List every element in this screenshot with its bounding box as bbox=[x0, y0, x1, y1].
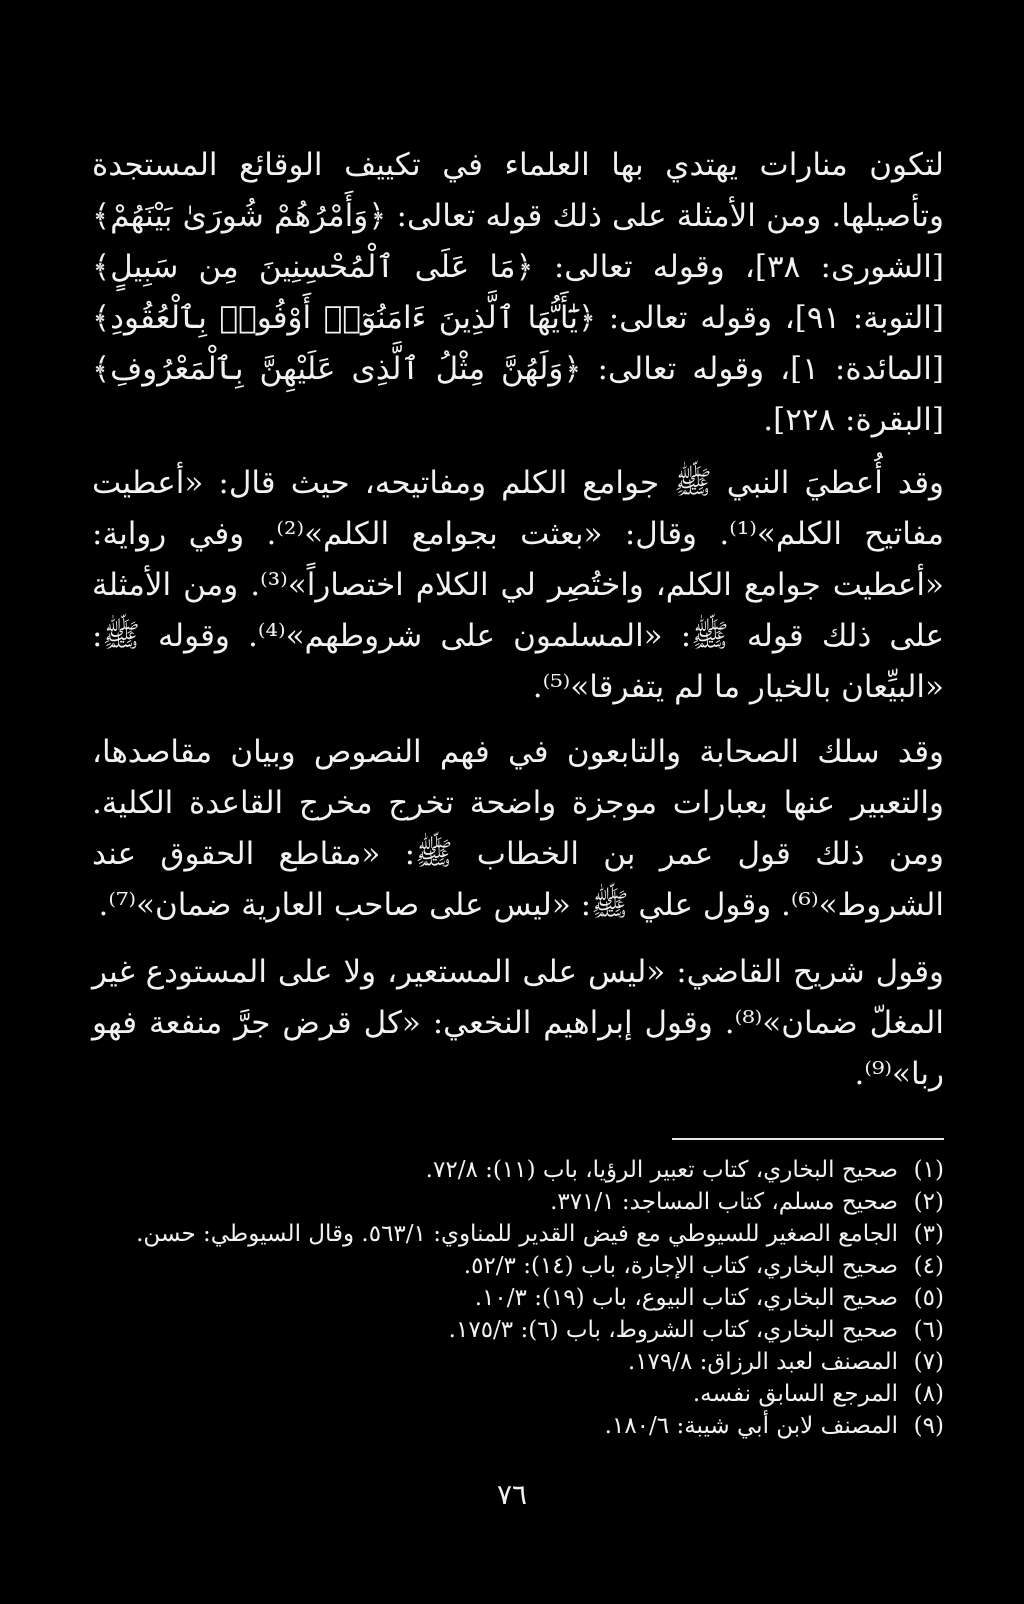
footnote-item bbox=[92, 1186, 944, 1218]
text-line: المغلّ ضمان»⁽⁸⁾. وقول إبراهيم النخعي: «كل قرض جرَّ منفعة فهو bbox=[92, 1005, 944, 1041]
footnote-text: المصنف لعبد الرزاق: ١٧٩/٨. bbox=[627, 1349, 898, 1375]
footnote-text: صحيح البخاري، كتاب البيوع، باب (١٩): ١٠/٣. bbox=[474, 1285, 898, 1311]
footnote-number: (٣) bbox=[913, 1221, 944, 1247]
footnote-text: المرجع السابق نفسه. bbox=[692, 1381, 898, 1407]
page-body bbox=[92, 140, 944, 1458]
footnote-item bbox=[92, 1250, 944, 1282]
footnote-number: (٧) bbox=[913, 1349, 944, 1375]
text-line: ٱلَّذِى عَلَيْهِنَّ بِٱلْمَعْرُوفِ﴾ [البقرة: ٢٢٨]. bbox=[92, 351, 944, 438]
footnote-item bbox=[92, 1346, 944, 1378]
footnotes-list bbox=[92, 1154, 944, 1442]
footnote-item bbox=[92, 1378, 944, 1410]
text-line: وقد سلك الصحابة والتابعون في فهم النصوص وبيان مقاصدها، bbox=[92, 734, 944, 770]
footnote-text: المصنف لابن أبي شيبة: ١٨٠/٦. bbox=[604, 1413, 898, 1439]
footnote-text: صحيح البخاري، كتاب الإجارة، باب (١٤): ٥٢/٣. bbox=[463, 1253, 898, 1279]
footnote-number: (١) bbox=[913, 1157, 944, 1183]
text-line: ومن الأمثلة على ذلك قوله تعالى: ﴿وَأَمْرُهُمْ شُورَىٰ بَيْنَهُمْ﴾ [الشورى: ٣٨]، bbox=[92, 198, 944, 285]
text-line: وقول علي ﷺ: «ليس على صاحب العارية ضمان»⁽⁷⁾. bbox=[98, 887, 772, 923]
footnote-item bbox=[92, 1282, 944, 1314]
text-line: قوله ﷺ: «المسلمون على شروطهم»⁽⁴⁾. وقوله ﷺ: «البيِّعان بالخيار ما bbox=[92, 618, 944, 705]
footnote-text: صحيح مسلم، كتاب المساجد: ٣٧١/١. bbox=[550, 1189, 898, 1215]
footnote-number: (٩) bbox=[913, 1413, 944, 1439]
footnote-number: (٨) bbox=[913, 1381, 944, 1407]
footnote-text: الجامع الصغير للسيوطي مع فيض القدير للمناوي: ٥٦٣/١. وقال السيوطي: حسن. bbox=[136, 1221, 898, 1247]
text-line: وقوله تعالى: ﴿مَا عَلَى ٱلْمُحْسِنِينَ مِن سَبِيلٍ﴾ [التوبة: ٩١]، وقوله تعالى: bbox=[92, 249, 944, 336]
text-line: وقول شريح القاضي: «ليس على المستعير، ولا على المستودع غير bbox=[92, 954, 944, 990]
footnote-text: صحيح البخاري، كتاب تعبير الرؤيا، باب (١١): ٧٢/٨. bbox=[425, 1157, 898, 1183]
text-line: والتعبير عنها بعبارات موجزة واضحة تخرج مخرج القاعدة الكلية. ومن bbox=[92, 785, 944, 872]
text-line: مفاتيح الكلم»⁽¹⁾. وقال: «بعثت بجوامع الكلم»⁽²⁾. وفي رواية: «أعطيت bbox=[92, 516, 945, 603]
footnote-number: (٤) bbox=[913, 1253, 944, 1279]
text-line: ﴿يَٰٓأَيُّهَا ٱلَّذِينَ ءَامَنُوٓا۟ أَوْفُوا۟ بِٱلْعُقُودِ﴾ [المائدة: ١]، وقوله تعالى: ﴿وَلَهُنَّ مِثْلُ bbox=[92, 300, 944, 387]
footnote-separator bbox=[672, 1138, 944, 1140]
paragraph-intro-verses bbox=[92, 140, 944, 446]
footnote-number: (٢) bbox=[913, 1189, 944, 1215]
text-line: لم يتفرقا»⁽⁵⁾. bbox=[532, 669, 705, 705]
footnote-item bbox=[92, 1218, 944, 1250]
footnote-text: صحيح البخاري، كتاب الشروط، باب (٦): ١٧٥/٣. bbox=[448, 1317, 898, 1343]
text-line: لتكون منارات يهتدي بها العلماء في تكييف الوقائع المستجدة وتأصيلها. bbox=[92, 147, 944, 234]
page-number: ٧٦ bbox=[496, 1478, 528, 1511]
text-line: ربا»⁽⁹⁾. bbox=[854, 1056, 944, 1092]
footnote-item bbox=[92, 1154, 944, 1186]
text-line: وقد أُعطيَ النبي ﷺ جوامع الكلم ومفاتيحه، حيث قال: «أعطيت bbox=[92, 465, 944, 501]
paragraph-prophet-sayings bbox=[92, 458, 944, 713]
text-line: ذلك قول عمر بن الخطاب ﷺ: «مقاطع الحقوق عند الشروط»⁽⁶⁾. bbox=[92, 836, 944, 923]
footnote-number: (٥) bbox=[913, 1285, 944, 1311]
paragraph-jurists bbox=[92, 947, 944, 1100]
footnote-item bbox=[92, 1314, 944, 1346]
paragraph-companions bbox=[92, 727, 944, 931]
footnote-number: (٦) bbox=[913, 1317, 944, 1343]
footnote-item bbox=[92, 1410, 944, 1442]
text-line: جوامع الكلم، واختُصِر لي الكلام اختصاراً»⁽³⁾. ومن الأمثلة على ذلك bbox=[92, 567, 945, 654]
